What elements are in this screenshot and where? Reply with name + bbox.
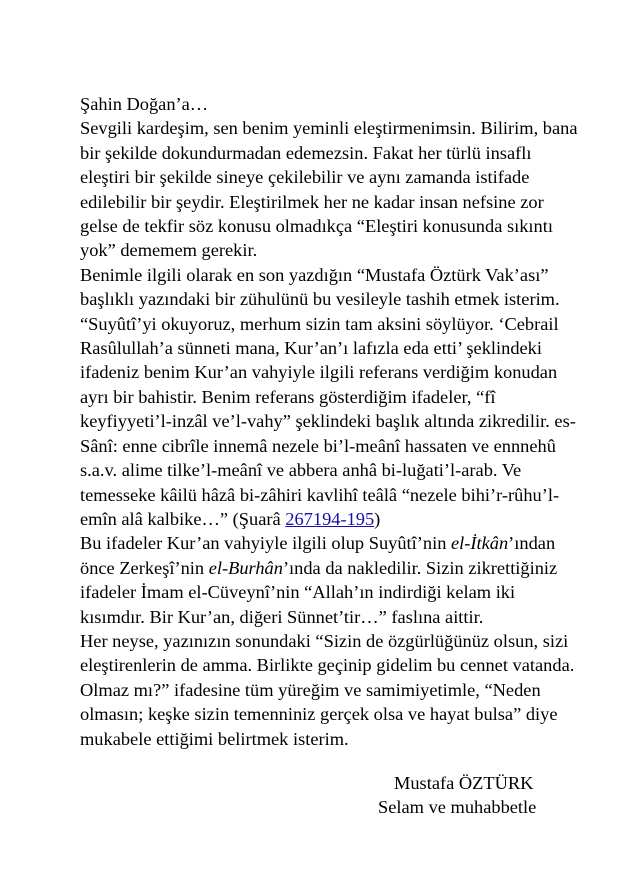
letter-body [80, 92, 580, 751]
paragraph-3 [80, 531, 580, 629]
paragraph-1: Sevgili kardeşim, sen benim yeminli eleştirmenimsin. Bilirim, bana bir şekilde dokundurmadan edemezsin. Fakat her türlü insaflı eleştiri bir şekilde sineye çekilebilir ve aynı zamanda istifade edilebilir bir şeydir. Eleştirilmek her ne kadar insan nefsine zor gelse de tekfir söz konusu olmadıkça “Eleştiri konusunda sıkıntı yok” dememem gerekir. [80, 118, 578, 261]
paragraph-3-text-c: ’ında da nakledilir. Sizin zikrettiğiniz ifadeler İmam el-Cüveynî’nin “Allah’ın indirdiği kelam iki kısımdır. Bir Kur’an, diğeri Sünnet’tir…” faslına aittir. [80, 557, 558, 627]
paragraph-2-text: Benimle ilgili olarak en son yazdığın “Mustafa Öztürk Vak’ası” başlıklı yazındaki bir zühulünü bu vesileyle tashih etmek isterim. “Suyûtî’yi okuyoruz, merhum sizin tam aksini söylüyor. ‘Cebrail Rasûlullah’a sünneti mana, Kur’an’ı lafızla eda etti’ şeklindeki ifadeniz benim Kur’an vahyiyle ilgili referans verdiğim konudan ayrı bir bahistir. Benim referans gösterdiğim ifadeler, “fî keyfiyyeti’l-inzâl ve’l-vahy” şeklindeki başlık altında zikredilir. es-Sânî: enne cibrîle innemâ nezele bi’l-meânî hassaten ve ennnehû s.a.v. alime tilke’l-meânî ve abbera anhâ bi-luğati’l-arab. Ve temesseke kâilü hâzâ bi-zâhiri kavlihî teâlâ “nezele bihi’r-rûhu’l-emîn alâ kalbike…” (Şuarâ [80, 264, 576, 529]
signature-closing: Selam ve muhabbetle [378, 797, 537, 817]
book-title-itkan: el-İtkân [450, 533, 509, 554]
paragraph-3-text-a: Bu ifadeler Kur’an vahyiyle ilgili olup Suyûtî’nin [80, 533, 451, 554]
paragraph-2-close: ) [374, 508, 381, 529]
paragraph-3-text-b: ’ından önce Zerkeşî’nin [80, 533, 556, 578]
book-title-burhan: el-Burhân [208, 557, 283, 578]
signature-name: Mustafa ÖZTÜRK [394, 773, 534, 793]
salutation: Şahin Doğan’a… [80, 94, 209, 114]
paragraph-2 [80, 263, 580, 531]
verse-reference-link[interactable]: 267194-195 [285, 508, 375, 529]
paragraph-4: Her neyse, yazınızın sonundaki “Sizin de özgürlüğünüz olsun, sizi eleştirenlerin de amma. Birlikte geçinip gidelim bu cennet vatanda. Olmaz mı?” ifadesine tüm yüreğim ve samimiyetimle, “Neden olmasın; keşke sizin temenniniz gerçek olsa ve hayat bulsa” diye mukabele ettiğimi belirtmek isterim. [80, 630, 575, 749]
